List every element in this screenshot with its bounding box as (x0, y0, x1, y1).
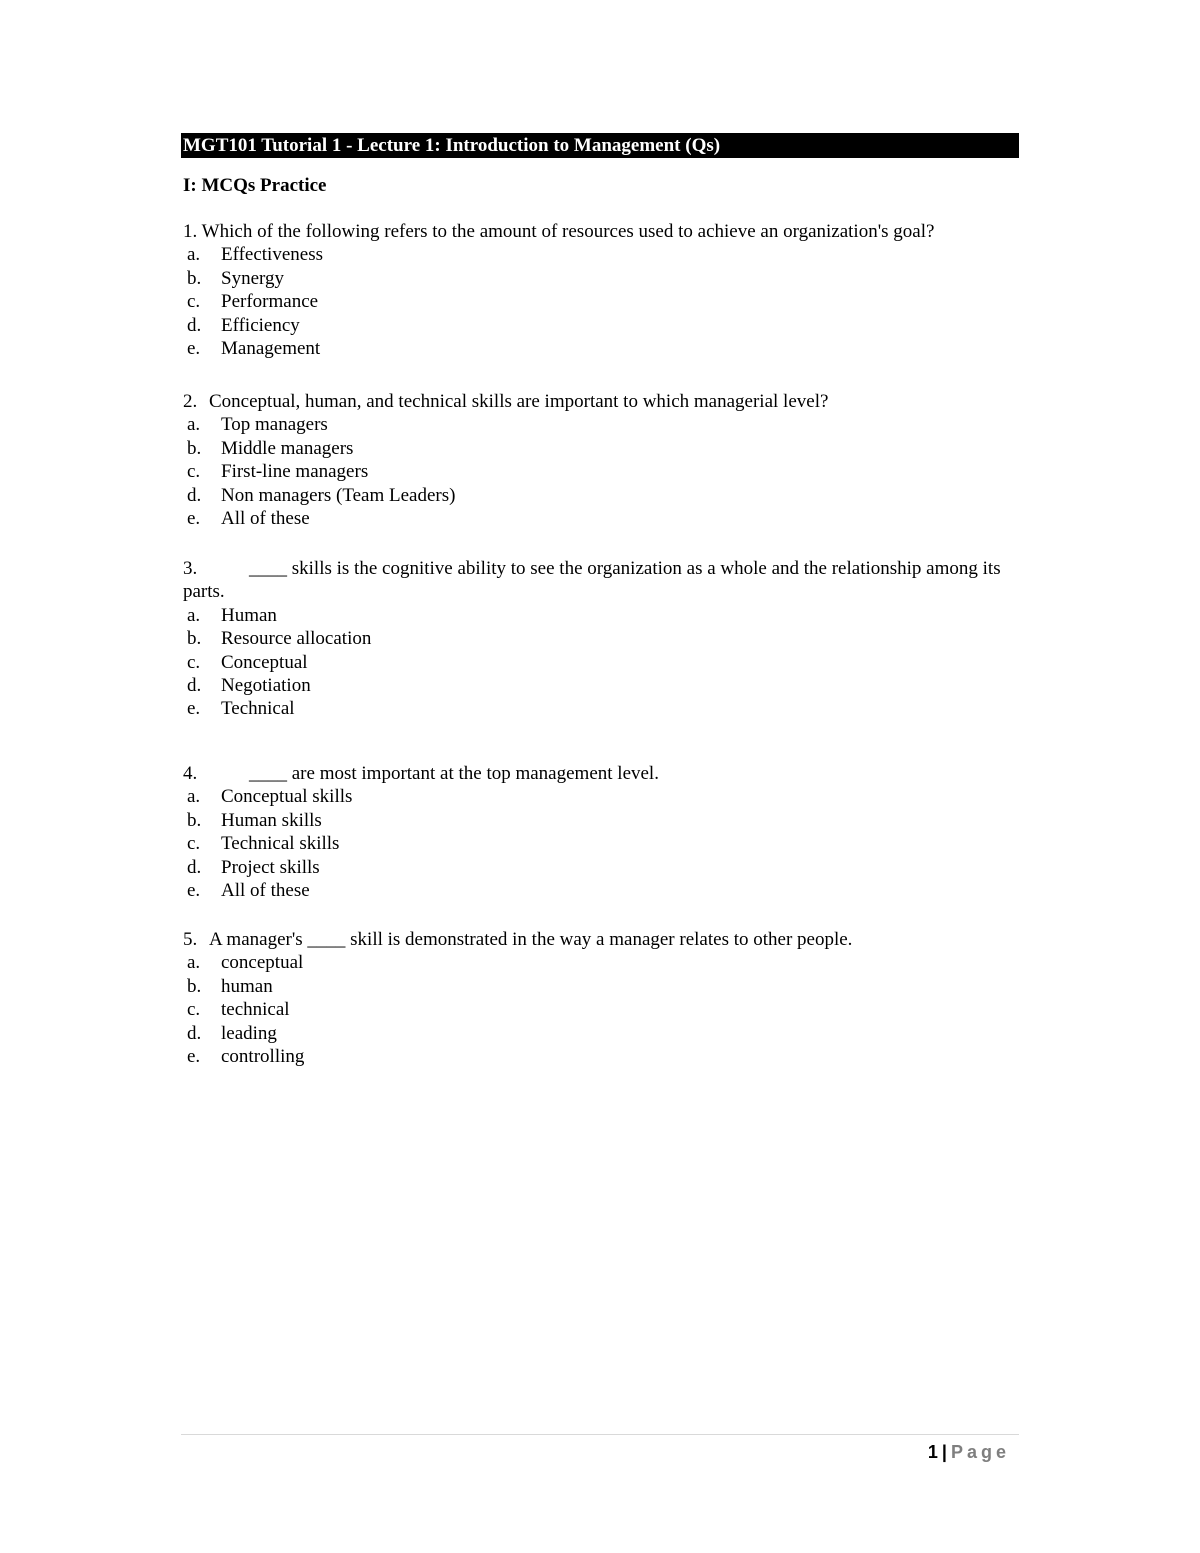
option-text: Performance (221, 291, 319, 313)
option-item (183, 243, 1023, 266)
question-text: ____ are most important at the top management level. (249, 763, 659, 784)
question-stem (183, 557, 1023, 604)
option-list (183, 243, 1023, 360)
option-item (183, 413, 1023, 436)
question-number: 1. (183, 221, 198, 242)
question-text: A manager's ____ skill is demonstrated in the way a manager relates to other people. (209, 929, 853, 950)
option-item (183, 1022, 1023, 1045)
option-letter: e. (187, 880, 201, 902)
option-text: Resource allocation (221, 628, 372, 650)
option-letter: e. (187, 698, 201, 720)
option-text: leading (221, 1022, 277, 1044)
question-stem (183, 390, 1023, 413)
option-letter: b. (187, 628, 202, 650)
option-letter: e. (187, 338, 201, 360)
option-item (183, 1045, 1023, 1068)
option-text: Efficiency (221, 314, 300, 336)
document-title: MGT101 Tutorial 1 - Lecture 1: Introduction to Management (Qs) (181, 133, 1019, 158)
option-letter: a. (187, 244, 201, 266)
option-letter: d. (187, 675, 202, 697)
option-item (183, 856, 1023, 879)
option-item (183, 507, 1023, 530)
option-letter: a. (187, 604, 201, 626)
option-letter: c. (187, 291, 201, 313)
question-5 (183, 928, 1023, 1068)
option-item (183, 460, 1023, 483)
option-text: Human skills (221, 809, 322, 831)
option-text: First-line managers (221, 461, 369, 483)
option-letter: a. (187, 414, 201, 436)
option-letter: d. (187, 856, 202, 878)
option-text: Synergy (221, 267, 284, 289)
question-4 (183, 762, 1023, 902)
option-text: Technical (221, 698, 295, 720)
option-text: conceptual (221, 952, 304, 974)
option-item (183, 879, 1023, 902)
option-letter: a. (187, 786, 201, 808)
option-item (183, 651, 1023, 674)
option-letter: d. (187, 484, 202, 506)
option-letter: b. (187, 437, 202, 459)
option-item (183, 337, 1023, 360)
question-number: 2. (183, 391, 198, 412)
question-number: 3. (183, 558, 198, 579)
option-item (183, 314, 1023, 337)
option-item (183, 484, 1023, 507)
question-stem (183, 928, 1023, 951)
option-letter: e. (187, 508, 201, 530)
option-item (183, 951, 1023, 974)
question-text: Conceptual, human, and technical skills are important to which managerial level? (209, 391, 829, 412)
option-letter: e. (187, 1046, 201, 1068)
footer-divider (181, 1434, 1019, 1435)
option-item (183, 604, 1023, 627)
option-text: Top managers (221, 414, 328, 436)
question-text: ____ skills is the cognitive ability to see the organization as a whole and the relationship among its parts. (183, 558, 1001, 603)
option-item (183, 627, 1023, 650)
option-letter: a. (187, 952, 201, 974)
option-text: technical (221, 999, 290, 1021)
page-number: 1 (927, 1442, 938, 1462)
option-list (183, 785, 1023, 902)
option-text: Conceptual (221, 651, 308, 673)
option-item (183, 697, 1023, 720)
option-letter: c. (187, 999, 201, 1021)
option-text: Non managers (Team Leaders) (221, 484, 456, 506)
option-text: Management (221, 338, 321, 360)
option-item (183, 674, 1023, 697)
option-text: controlling (221, 1046, 305, 1068)
question-stem (183, 220, 1023, 243)
option-letter: b. (187, 809, 202, 831)
option-item (183, 975, 1023, 998)
option-item (183, 267, 1023, 290)
option-list (183, 604, 1023, 721)
option-letter: b. (187, 975, 202, 997)
option-list (183, 413, 1023, 530)
option-text: Negotiation (221, 675, 311, 697)
option-text: Conceptual skills (221, 786, 353, 808)
option-letter: c. (187, 651, 201, 673)
question-text: Which of the following refers to the amount of resources used to achieve an organization's goal? (201, 221, 935, 242)
question-number: 5. (183, 929, 198, 950)
option-list (183, 951, 1023, 1068)
option-text: Technical skills (221, 833, 340, 855)
option-item (183, 785, 1023, 808)
section-heading: I: MCQs Practice (183, 175, 327, 196)
option-text: Human (221, 604, 277, 626)
option-text: All of these (221, 508, 310, 530)
option-text: Effectiveness (221, 244, 323, 266)
option-text: Project skills (221, 856, 320, 878)
question-3 (183, 557, 1023, 721)
footer-separator: | (941, 1442, 947, 1462)
page-footer (928, 1440, 1010, 1464)
option-item (183, 832, 1023, 855)
option-item (183, 998, 1023, 1021)
option-letter: c. (187, 461, 201, 483)
option-text: Middle managers (221, 437, 354, 459)
question-number: 4. (183, 763, 198, 784)
option-item (183, 809, 1023, 832)
option-item (183, 437, 1023, 460)
option-letter: d. (187, 1022, 202, 1044)
option-letter: b. (187, 267, 202, 289)
option-text: All of these (221, 880, 310, 902)
option-item (183, 290, 1023, 313)
option-letter: c. (187, 833, 201, 855)
option-letter: d. (187, 314, 202, 336)
question-1 (183, 220, 1023, 360)
question-stem (183, 762, 1023, 785)
page-label: Page (950, 1442, 1010, 1462)
question-2 (183, 390, 1023, 530)
option-text: human (221, 975, 273, 997)
